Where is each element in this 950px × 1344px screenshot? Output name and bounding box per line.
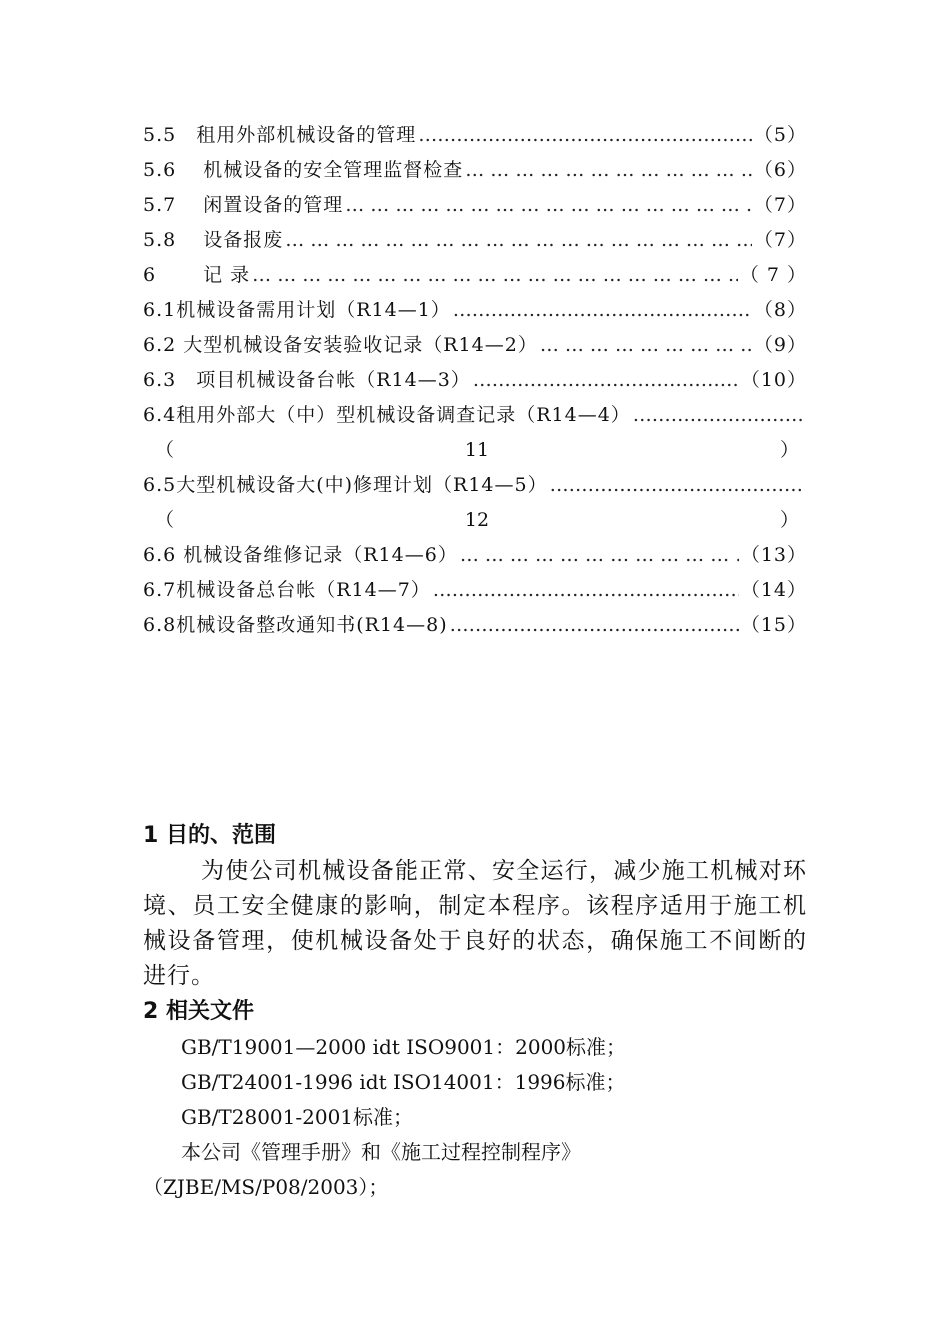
toc-entry-page: （5）	[753, 124, 807, 146]
open-paren: （	[155, 509, 175, 531]
toc-entry-title: 6.6 机械设备维修记录（R14—6）	[143, 544, 458, 566]
toc-entry[interactable]	[143, 363, 807, 398]
toc-entry[interactable]	[143, 223, 807, 258]
toc-entry-title: 6.2 大型机械设备安装验收记录（R14—2）	[143, 334, 538, 356]
toc-entry[interactable]	[143, 398, 807, 433]
toc-leader-dots	[418, 118, 752, 153]
reference-item: GB/T19001—2000 idt ISO9001：2000标准；	[181, 1035, 627, 1059]
toc-entry-page: （9）	[753, 334, 807, 356]
toc-leader-dots	[345, 188, 752, 223]
toc-wrapped-page-line	[143, 503, 807, 538]
toc-entry[interactable]	[143, 118, 807, 153]
section-heading-related-documents: 2 相关文件	[143, 999, 254, 1024]
toc-entry-title: 5.8 设备报废	[143, 229, 284, 251]
toc-entry-page: 11	[464, 439, 490, 461]
toc-entry-title: 6.4租用外部大（中）型机械设备调查记录（R14—4）	[143, 404, 631, 426]
toc-entry-page: （14）	[740, 579, 807, 601]
toc-entry-title: 6.7机械设备总台帐（R14—7）	[143, 579, 431, 601]
reference-item: GB/T24001-1996 idt ISO14001：1996标准；	[181, 1070, 626, 1094]
document-body	[143, 818, 807, 1205]
toc-entry-page: （13）	[740, 544, 807, 566]
toc-entry-title: 6.5大型机械设备大(中)修理计划（R14—5）	[143, 474, 548, 496]
toc-entry[interactable]	[143, 468, 807, 503]
toc-entry[interactable]	[143, 293, 807, 328]
toc-entry-title: 6.1机械设备需用计划（R14—1）	[143, 299, 451, 321]
toc-entry[interactable]	[143, 538, 807, 573]
toc-leader-dots	[473, 363, 739, 398]
toc-leader-dots	[450, 608, 739, 643]
toc-leader-dots	[550, 468, 805, 503]
toc-entry-title: 5.7 闲置设备的管理	[143, 194, 344, 216]
close-paren: ）	[779, 509, 799, 531]
toc-entry-page: （8）	[753, 299, 807, 321]
toc-entry[interactable]	[143, 153, 807, 188]
toc-entry-page: （7）	[753, 229, 807, 251]
toc-entry-page: （ 7 ）	[739, 264, 807, 286]
toc-leader-dots	[285, 223, 752, 258]
toc-entry[interactable]	[143, 608, 807, 643]
toc-entry[interactable]	[143, 188, 807, 223]
toc-entry[interactable]	[143, 573, 807, 608]
toc-entry-page: （6）	[753, 159, 807, 181]
reference-item: 本公司《管理手册》和《施工过程控制程序》（ZJBE/MS/P08/2003）；	[143, 1140, 581, 1199]
section-heading-purpose-scope: 1 目的、范围	[143, 823, 276, 848]
toc-entry-page: （10）	[740, 369, 807, 391]
toc-leader-dots	[465, 153, 752, 188]
toc-entry-title: 5.6 机械设备的安全管理监督检查	[143, 159, 464, 181]
toc-leader-dots	[540, 328, 752, 363]
toc-entry[interactable]	[143, 258, 807, 293]
table-of-contents	[143, 118, 807, 643]
close-paren: ）	[779, 439, 799, 461]
toc-leader-dots	[633, 398, 805, 433]
toc-leader-dots	[433, 573, 739, 608]
reference-item: GB/T28001-2001标准；	[181, 1105, 414, 1129]
open-paren: （	[155, 439, 175, 461]
toc-entry-title: 6.3 项目机械设备台帐（R14—3）	[143, 369, 471, 391]
toc-entry-title: 5.5 租用外部机械设备的管理	[143, 124, 417, 146]
toc-entry[interactable]	[143, 328, 807, 363]
toc-leader-dots	[453, 293, 752, 328]
toc-entry-title: 6.8机械设备整改通知书(R14—8)	[143, 614, 448, 636]
toc-leader-dots	[252, 258, 738, 293]
toc-leader-dots	[460, 538, 739, 573]
toc-entry-page: （15）	[740, 614, 807, 636]
purpose-paragraph: 为使公司机械设备能正常、安全运行，减少施工机械对环境、员工安全健康的影响，制定本程序。该程序适用于施工机械设备管理，使机械设备处于良好的状态，确保施工不间断的进行。	[143, 858, 807, 989]
toc-entry-page: 12	[464, 509, 490, 531]
toc-wrapped-page-line	[143, 433, 807, 468]
toc-entry-title: 6 记 录	[143, 264, 251, 286]
toc-entry-page: （7）	[753, 194, 807, 216]
